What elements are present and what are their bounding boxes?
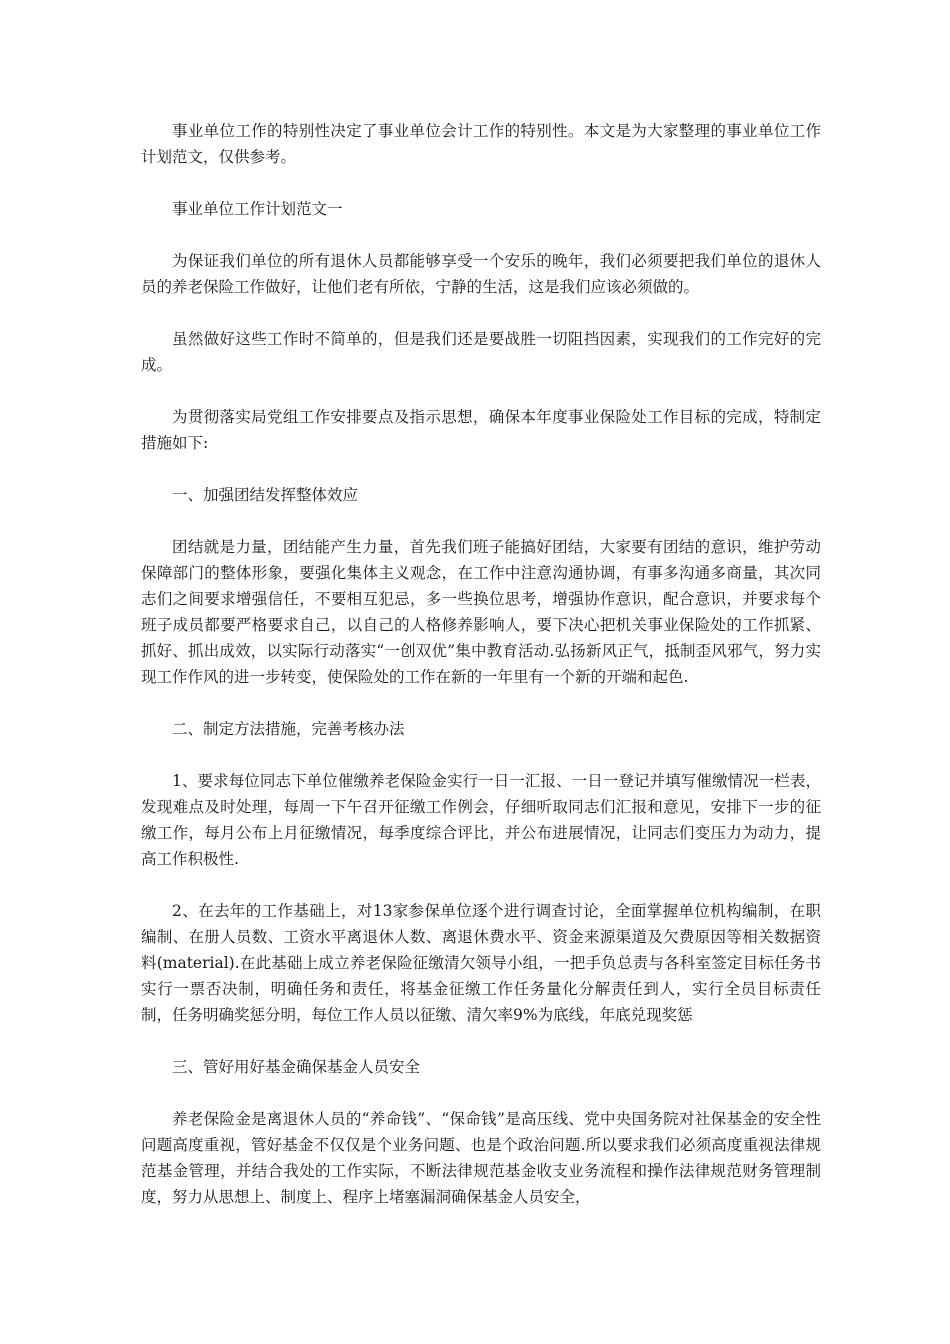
section-3-title: 三、管好用好基金确保基金人员安全 — [172, 1058, 421, 1076]
section-2-item-1: 1、要求每位同志下单位催缴养老保险金实行一日一汇报、一日一登记并填写催缴情况一栏表，发现难点及时处理，每周一下午召开征缴工作例会，仔细听取同志们汇报和意见，安排下一步的征缴工作，每月公布上月征缴情况，每季度综合评比，并公布进展情况，让同志们变压力为动力，提高工作积极性. — [141, 772, 821, 868]
section-1-body: 团结就是力量，团结能产生力量，首先我们班子能搞好团结，大家要有团结的意识，维护劳动保障部门的整体形象，要强化集体主义观念，在工作中注意沟通协调，有事多沟通多商量，其次同志们之间要求增强信任，不要相互犯忌，多一些换位思考，增强协作意识，配合意识，并要求每个班子成员都要严格要求自己，以自己的人格修养影响人，要下决心把机关事业保险处的工作抓紧、抓好、抓出成效，以实际行动落实“一创双优”集中教育活动.弘扬新风正气，抵制歪风邪气，努力实现工作作风的进一步转变，使保险处的工作在新的一年里有一个新的开端和起色. — [141, 538, 821, 686]
paragraph-measures: 为贯彻落实局党组工作安排要点及指示思想，确保本年度事业保险处工作目标的完成，特制定措施如下: — [141, 408, 821, 452]
section-3-body: 养老保险金是离退休人员的“养命钱”、“保命钱”是高压线、党中央国务院对社保基金的安全性问题高度重视，管好基金不仅仅是个业务问题、也是个政治问题.所以要求我们必须高度重视法律规范基金管理，并结合我处的工作实际，不断法律规范基金收支业务流程和操作法律规范财务管理制度，努力从思想上、制度上、程序上堵塞漏洞确保基金人员安全， — [141, 1110, 821, 1206]
section-1-title: 一、加强团结发挥整体效应 — [172, 486, 359, 504]
paragraph-retirees: 为保证我们单位的所有退休人员都能够享受一个安乐的晚年，我们必须要把我们单位的退休人员的养老保险工作做好，让他们老有所依，宁静的生活，这是我们应该必须做的。 — [141, 252, 821, 296]
sample-title: 事业单位工作计划范文一 — [172, 200, 343, 218]
intro-paragraph: 事业单位工作的特别性决定了事业单位会计工作的特别性。本文是为大家整理的事业单位工作计划范文，仅供参考。 — [141, 122, 821, 166]
paragraph-overcome: 虽然做好这些工作时不简单的，但是我们还是要战胜一切阻挡因素，实现我们的工作完好的完成。 — [141, 330, 821, 374]
section-2-item-2: 2、在去年的工作基础上，对13家参保单位逐个进行调查讨论，全面掌握单位机构编制，在职编制、在册人员数、工资水平离退休人数、离退休费水平、资金来源渠道及欠费原因等相关数据资料(material).在此基础上成立养老保险征缴清欠领导小组，一把手负总责与各科室签定目标任务书实行一票否决制，明确任务和责任，将基金征缴工作任务量化分解责任到人，实行全员目标责任制，任务明确奖惩分明，每位工作人员以征缴、清欠率9%为底线，年底兑现奖惩 — [141, 902, 821, 1024]
section-2-title: 二、制定方法措施，完善考核办法 — [172, 720, 405, 738]
document-page — [141, 118, 821, 1236]
